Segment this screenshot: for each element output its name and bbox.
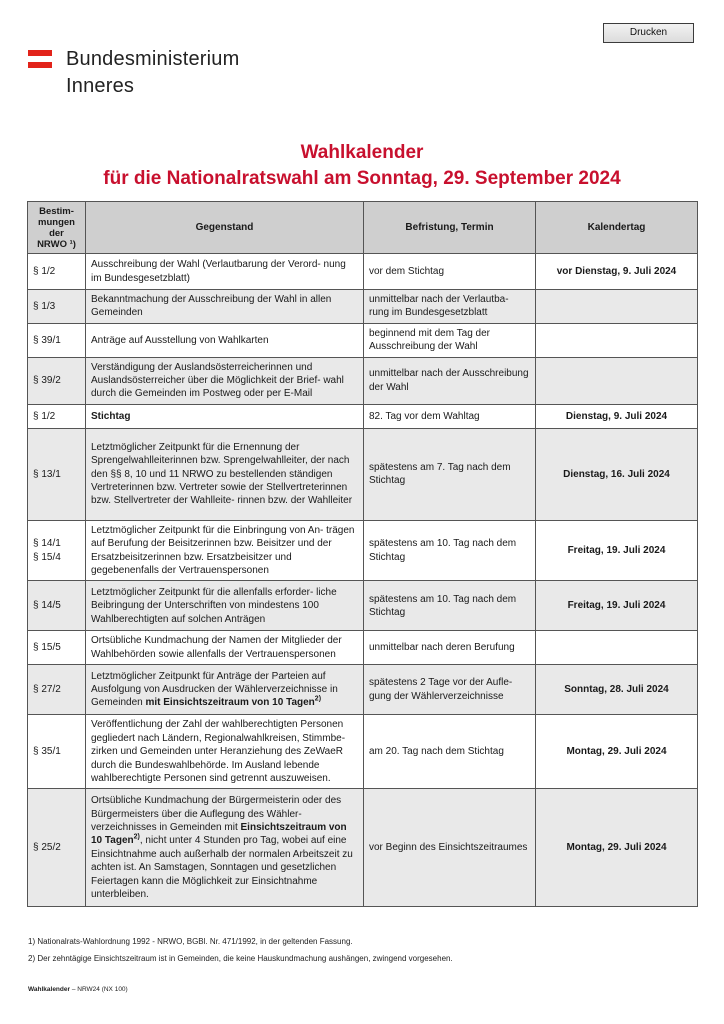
page-subtitle: für die Nationalratswahl am Sonntag, 29. September 2024	[103, 168, 621, 189]
cell-subject: Letztmöglicher Zeitpunkt für Anträge der Parteien auf Ausfolgung von Ausdrucken der Wählerverzeichnisse in Gemeinden mit Einsichtszeitraum von 10 Tagen$^{2)}$	[86, 665, 364, 715]
cell-provision: § 14/5	[28, 581, 86, 631]
cell-subject: Letztmöglicher Zeitpunkt für die Ernennung der Sprengelwahlleiterinnen bzw. Sprengelwahlleiter, der nach den §§ 8, 10 und 11 NRWO zu bestellenden ständigen Vertreterinnen bzw. Vertreter sowie der Stellvertreterinnen bzw. Stellvertreter der Wahlleite- rinnen bzw. der Wahlleiter	[86, 428, 364, 520]
cell-subject: Ortsübliche Kundmachung der Namen der Mitglieder der Wahlbehörden sowie allenfalls der Vertrauenspersonen	[86, 631, 364, 665]
footnote-1: 1) Nationalrats-Wahlordnung 1992 - NRWO, BGBl. Nr. 471/1992, in der geltenden Fassung.	[28, 937, 353, 946]
table-row	[28, 631, 698, 665]
footer-code: – NRW24 (NX 100)	[70, 986, 128, 993]
table-row	[28, 665, 698, 715]
cell-provision: § 1/2	[28, 404, 86, 428]
cell-subject: Bekanntmachung der Ausschreibung der Wahl in allen Gemeinden	[86, 290, 364, 324]
footnotes	[28, 936, 453, 970]
cell-deadline: spätestens 2 Tage vor der Aufle- gung der Wählerverzeichnisse	[364, 665, 536, 715]
cell-subject: Letztmöglicher Zeitpunkt für die Einbringung von An- trägen auf Berufung der Beisitzerinnen bzw. Beisitzer und der Ersatzbeisitzerinnen bzw. Ersatzbeisitzer und gegebenenfalls der Vertrauenspersonen	[86, 520, 364, 581]
cell-provision: § 39/2	[28, 357, 86, 404]
table-row	[28, 520, 698, 581]
cell-subject: Ausschreibung der Wahl (Verlautbarung der Verord- nung im Bundesgesetzblatt)	[86, 254, 364, 290]
cell-subject: Ortsübliche Kundmachung der Bürgermeisterin oder des Bürgermeisters über die Auflegung des Wähler- verzeichnisses in Gemeinden mit Einsichtszeitraum von 10 Tagen$^{2)}$, nicht unter 4 Stunden pro Tag, wobei auf eine Einsichtnahme auch außerhalb der normalen Arbeitszeit zu achten ist. An Samstagen, Sonntagen und gesetzlichen Feiertagen kann die Möglichkeit zur Einsichtnahme unterbleiben.	[86, 789, 364, 907]
cell-date: vor Dienstag, 9. Juli 2024	[536, 254, 698, 290]
cell-date	[536, 631, 698, 665]
cell-subject: Verständigung der Auslandsösterreicherinnen und Auslandsösterreicher über die Möglichkeit der Brief- wahl durch die Gemeinden im Postweg oder per E-Mail	[86, 357, 364, 404]
cell-subject: Anträge auf Ausstellung von Wahlkarten	[86, 323, 364, 357]
cell-provision: § 13/1	[28, 428, 86, 520]
table-row	[28, 428, 698, 520]
table-row	[28, 404, 698, 428]
header-deadline: Befristung, Termin	[364, 202, 536, 254]
cell-deadline: 82. Tag vor dem Wahltag	[364, 404, 536, 428]
page-title: Wahlkalender	[300, 142, 424, 163]
austrian-flag-icon	[28, 50, 52, 68]
cell-deadline: vor dem Stichtag	[364, 254, 536, 290]
cell-deadline: spätestens am 7. Tag nach dem Stichtag	[364, 428, 536, 520]
cell-date: Dienstag, 16. Juli 2024	[536, 428, 698, 520]
table-row	[28, 290, 698, 324]
cell-provision: § 27/2	[28, 665, 86, 715]
cell-provision: § 1/2	[28, 254, 86, 290]
cell-deadline: spätestens am 10. Tag nach dem Stichtag	[364, 520, 536, 581]
footnote-2: 2) Der zehntägige Einsichtszeitraum ist in Gemeinden, die keine Hauskundmachung aushängen, zwingend vorgesehen.	[28, 954, 453, 963]
cell-provision: § 14/1 § 15/4	[28, 520, 86, 581]
table-row	[28, 254, 698, 290]
cell-date: Montag, 29. Juli 2024	[536, 789, 698, 907]
cell-date	[536, 357, 698, 404]
cell-deadline: unmittelbar nach deren Berufung	[364, 631, 536, 665]
cell-provision: § 1/3	[28, 290, 86, 324]
cell-deadline: spätestens am 10. Tag nach dem Stichtag	[364, 581, 536, 631]
cell-provision: § 35/1	[28, 715, 86, 789]
table-row	[28, 789, 698, 907]
cell-deadline: beginnend mit dem Tag der Ausschreibung der Wahl	[364, 323, 536, 357]
cell-date	[536, 290, 698, 324]
cell-provision: § 15/5	[28, 631, 86, 665]
header-subject: Gegenstand	[86, 202, 364, 254]
header-provision: Bestim- mungen der NRWO ¹)	[28, 202, 86, 254]
cell-deadline: unmittelbar nach der Ausschreibung der Wahl	[364, 357, 536, 404]
table-row	[28, 715, 698, 789]
cell-date: Montag, 29. Juli 2024	[536, 715, 698, 789]
cell-date: Freitag, 19. Juli 2024	[536, 581, 698, 631]
logo-line-2: Inneres	[66, 75, 135, 97]
table-row	[28, 357, 698, 404]
election-calendar-table	[27, 201, 698, 907]
footer-title: Wahlkalender	[28, 986, 71, 993]
cell-deadline: vor Beginn des Einsichtszeitraumes	[364, 789, 536, 907]
cell-date: Freitag, 19. Juli 2024	[536, 520, 698, 581]
header-date: Kalendertag	[536, 202, 698, 254]
cell-provision: § 25/2	[28, 789, 86, 907]
table-row	[28, 323, 698, 357]
cell-date	[536, 323, 698, 357]
cell-provision: § 39/1	[28, 323, 86, 357]
cell-date: Dienstag, 9. Juli 2024	[536, 404, 698, 428]
cell-date: Sonntag, 28. Juli 2024	[536, 665, 698, 715]
cell-subject: Veröffentlichung der Zahl der wahlberechtigten Personen gegliedert nach Ländern, Regionalwahlkreisen, Stimmbe- zirken und Gemeinden unter Heranziehung des ZeWaeR durch die Bundeswahlbehörde. Im Ausland lebende wahlberechtigte Personen sind getrennt auszuweisen.	[86, 715, 364, 789]
print-button[interactable]: Drucken	[603, 23, 694, 43]
table-row	[28, 581, 698, 631]
document-footer	[28, 986, 128, 993]
cell-deadline: unmittelbar nach der Verlautba- rung im Bundesgesetzblatt	[364, 290, 536, 324]
cell-subject: Stichtag	[86, 404, 364, 428]
cell-deadline: am 20. Tag nach dem Stichtag	[364, 715, 536, 789]
logo-line-1: Bundesministerium	[66, 48, 240, 70]
cell-subject: Letztmöglicher Zeitpunkt für die allenfalls erforder- liche Beibringung der Unterschriften von mindestens 100 Wahlberechtigten auf solchen Anträgen	[86, 581, 364, 631]
